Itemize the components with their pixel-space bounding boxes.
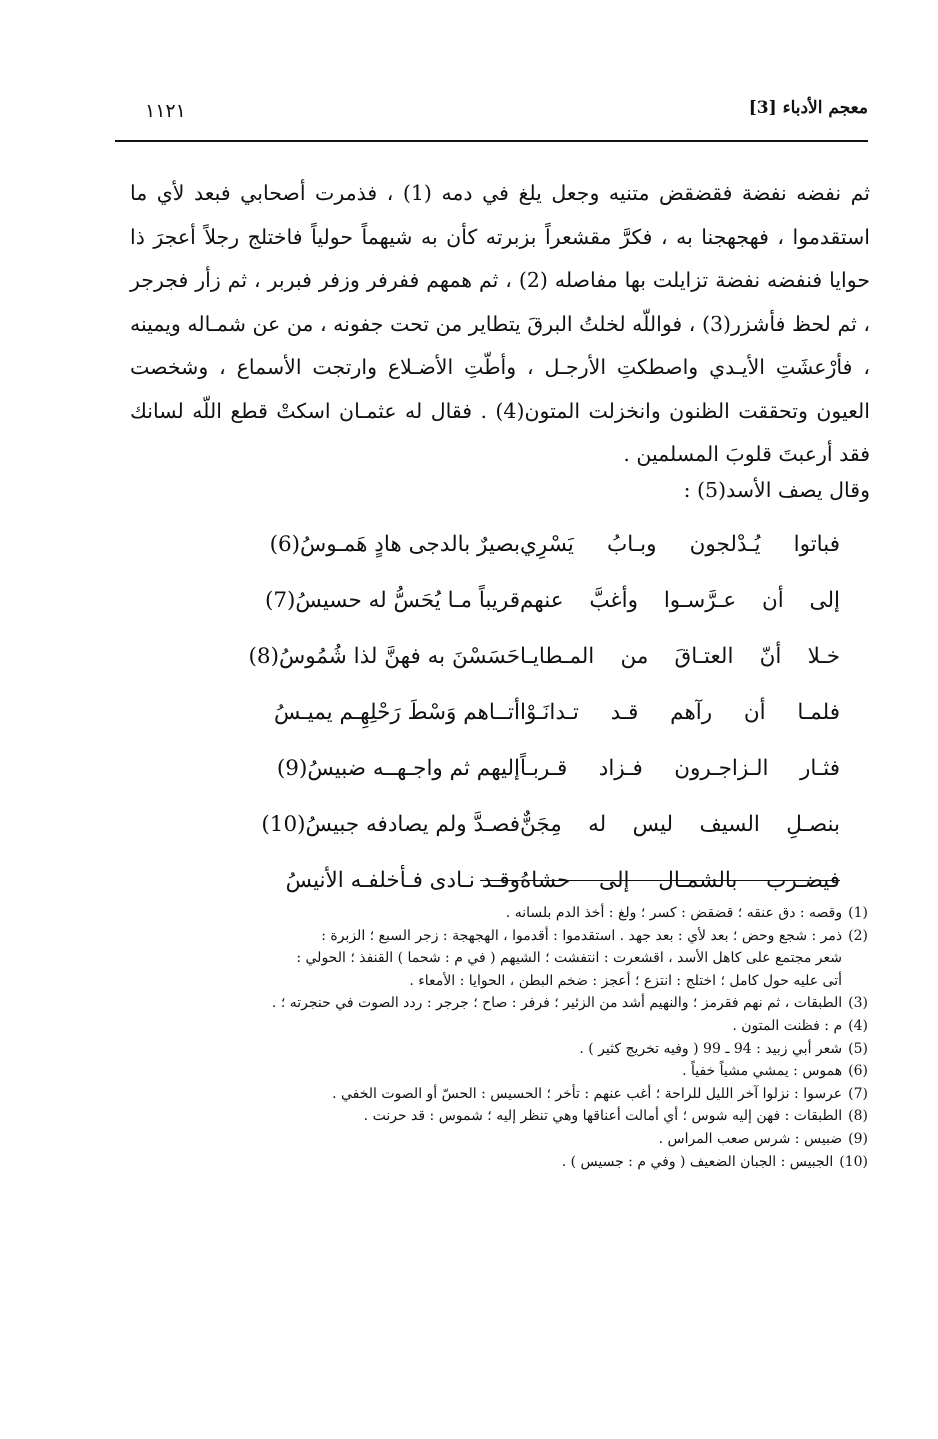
verse-first-hemistich: فباتوا يُـدْلجون وبـابُ يَسْرِي [520, 531, 840, 557]
poem-verse [200, 740, 840, 796]
verse-second-hemistich: بصيرٌ بالدجى هادٍ هَمـوسُ(6) [269, 531, 520, 557]
footnote-text: الطبقات : فهن إليه شوس ؛ أي أمالت أعناقها وهي تنظر إليه ؛ شموس : قد حرنت . [363, 1108, 843, 1125]
footnote-number: (4) [848, 1017, 868, 1034]
footnote [128, 1038, 868, 1061]
poem-verse [200, 628, 840, 684]
footnote-number: (9) [848, 1130, 868, 1147]
footnote-number: (7) [848, 1085, 868, 1102]
footnote-text: عرسوا : نزلوا آخر الليل للراحة ؛ أغب عنهم : تأخر ؛ الحسيس : الحسّ أو الصوت الخفي . [332, 1085, 843, 1102]
footnote-text: هموس : يمشي مشياً خفياً . [682, 1063, 843, 1080]
footnote-continuation [128, 970, 868, 993]
footnote [128, 1151, 868, 1174]
footnote-text: شعر أبي زبيد : 94 ـ 99 ( وفيه تخريج كثير ) . [579, 1040, 843, 1057]
footnote-text: وقصه : دق عنقه ؛ قضقض : كسر ؛ ولغ : أخذ الدم بلسانه . [505, 905, 843, 921]
running-title: معجم الأدباء [3] [748, 98, 868, 118]
footnote [128, 925, 868, 948]
footnote-separator [480, 880, 840, 881]
page-number: ١١٢١ [145, 100, 186, 122]
footnote-number: (8) [848, 1108, 868, 1125]
footnote-text: أتى عليه حول كامل ؛ اختلج : انتزع ؛ أعجز : ضخم البطن ، الحوايا : الأمعاء . [409, 972, 842, 989]
poem-verse [200, 516, 840, 572]
poem-intro: وقال يصف الأسد(5) : [683, 478, 870, 502]
footnote [128, 1083, 868, 1106]
verse-first-hemistich: فلمـا أن رآهم قـد تـدانَـوْا [520, 699, 840, 725]
verse-first-hemistich: بنصـلِ السيف ليس له مِجَنٌّ [520, 811, 840, 837]
verse-first-hemistich: فثـار الـزاجـرون فـزاد قـربـاً [520, 755, 840, 781]
footnote-number: (6) [848, 1063, 868, 1080]
poem-verse [200, 684, 840, 740]
verse-second-hemistich: وقـد نـادى فـأخلفـه الأنيسُ [285, 867, 520, 893]
poem [200, 516, 840, 908]
page-header [115, 98, 868, 142]
verse-second-hemistich: أتــاهم وَسْطَ رَحْلِهِـم يميـسُ [274, 699, 520, 725]
verse-second-hemistich: فصـدَّ ولم يصادفه جبيسُ(10) [261, 811, 520, 837]
footnote [128, 1015, 868, 1038]
footnote-number: (2) [848, 927, 868, 944]
prose-text: ثم نفضه نفضة فقضقض متنيه وجعل يلغ في دمه (1) ، فذمرت أصحابي فبعد لأي ما استقدموا ، فهجهجنا به ، فكرَّ مقشعراً بزبرته كأن به شيهماً حولياً فاختلج رجلاً أعجرَ ذا حوايا فنفضه نفضة تزايلت بها مفاصله (2) ، ثم همهم ففرفر وزفر فبربر ، ثم زأر فجرجر ، ثم لحظ فأشزر(3) ، فواللّه لخلتُ البرقَ يتطاير من تحت جفونه ، من عن شمـاله ويمينه ، فأرْعشَتِ الأيـدي واصطكتِ الأرجـل ، وأطّتِ الأضـلاع وارتجت الأسماع ، وشخصت العيون وتحققت الظنون وانخزلت المتون(4) . فقال له عثمـان اسكتْ قطع اللّه لسانك فقد أرعبتَ قلوبَ المسلمين . [130, 181, 870, 466]
prose-paragraph [130, 172, 870, 477]
verse-second-hemistich: قريباً مـا يُحَسُّ له حسيسُ(7) [264, 587, 520, 613]
footnote-number: (1) [848, 905, 868, 921]
footnote-text: ضبيس : شرس صعب المراس . [658, 1130, 843, 1147]
verse-first-hemistich: إلى أن عـرَّسـوا وأغبَّ عنهم [520, 587, 840, 613]
poem-verse [200, 796, 840, 852]
footnote-continuation [128, 947, 868, 970]
footnote-number: (3) [848, 995, 868, 1012]
header-rule [115, 140, 868, 142]
footnote [128, 1128, 868, 1151]
footnote-text: الجبيس : الجبان الضعيف ( وفي م : جسيس ) . [561, 1153, 834, 1170]
footnote [128, 1060, 868, 1083]
footnote-text: الطبقات ، ثم نهم فقرمز ؛ والنهيم أشد من الزئير ؛ فرفر : صاح ؛ جرجر : ردد الصوت في حنجرته ؛ . [271, 995, 843, 1012]
footnote [128, 992, 868, 1015]
footnote-text: شعر مجتمع على كاهل الأسد ، اقشعرت : انتفشت ؛ الشيهم ( في م : شحما ) القنفذ ؛ الحولي : [296, 950, 842, 967]
footnote-text: م : فظنت المتون . [732, 1017, 843, 1034]
poem-verse [200, 572, 840, 628]
verse-second-hemistich: إليهم ثم واجـهــه ضبيسُ(9) [276, 755, 520, 781]
footnote [128, 1105, 868, 1128]
footnote-number: (5) [848, 1040, 868, 1057]
footnote-number: (10) [839, 1153, 868, 1170]
footnote [128, 902, 868, 925]
verse-first-hemistich: فيضـرب بالشمـال إلى حشاهُ [520, 867, 840, 893]
footnotes [128, 902, 868, 1173]
verse-first-hemistich: خـلا أنّ العتـاقَ من المـطايـا [520, 643, 840, 669]
verse-second-hemistich: حَسَسْنَ به فهنَّ لذا شُمُوسُ(8) [248, 643, 520, 669]
footnote-text: ذمر : شجع وحض ؛ بعد لأي : بعد جهد . استقدموا : أقدموا ، الهجهجة : زجر السبع ؛ الزبرة : [321, 927, 843, 944]
